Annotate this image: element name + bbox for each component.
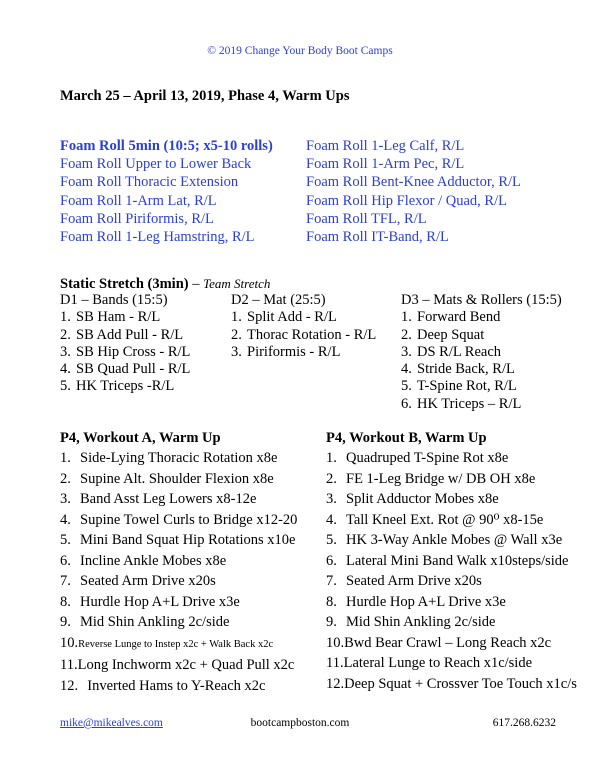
foam-roll-item: Foam Roll Thoracic Extension: [60, 174, 239, 191]
list-item: 5. Mini Band Squat Hip Rotations x10e: [60, 532, 296, 548]
d3-mats-rollers-list: [401, 292, 562, 413]
list-item: 2. Thorac Rotation - R/L: [231, 326, 377, 343]
list-item: 2. Supine Alt. Shoulder Flexion x8e: [60, 470, 274, 487]
list-item: 4. Tall Kneel Ext. Rot @ 90⁰ x8-15e: [326, 511, 544, 528]
list-item: 5. HK Triceps -R/L: [60, 378, 175, 395]
list-item: 1. Forward Bend: [401, 309, 501, 326]
list-item: 9. Mid Shin Ankling 2c/side: [326, 614, 496, 630]
list-item: 2. SB Add Pull - R/L: [60, 326, 184, 343]
list-item: 3. SB Hip Cross - R/L: [60, 343, 191, 360]
list-item: 1. SB Ham - R/L: [60, 309, 161, 326]
copyright-line: © 2019 Change Your Body Boot Camps: [207, 45, 393, 57]
foam-roll-item: Foam Roll 5min (10:5; x5-10 rolls): [60, 138, 273, 154]
foam-roll-item: Foam Roll TFL, R/L: [306, 210, 427, 227]
foam-roll-list-left: [60, 137, 273, 246]
workout-b-title: P4, Workout B, Warm Up: [326, 430, 487, 446]
footer-phone: 617.268.6232: [492, 717, 556, 729]
list-item: 8. Hurdle Hop A+L Drive x3e: [60, 593, 240, 610]
footer-email-link[interactable]: mike@mikealves.com: [60, 717, 163, 729]
page-title: March 25 – April 13, 2019, Phase 4, Warm Ups: [60, 88, 350, 104]
list-item: 5. T-Spine Rot, R/L: [401, 378, 517, 395]
d3-title: D3 – Mats & Rollers (15:5): [401, 292, 562, 308]
d2-title: D2 – Mat (25:5): [231, 292, 326, 308]
list-item: 12.Deep Squat + Crossver Toe Touch x1c/s: [326, 675, 577, 692]
d1-bands-list: [60, 292, 190, 396]
foam-roll-list-right: [306, 137, 521, 246]
list-item: 6. Incline Ankle Mobes x8e: [60, 552, 227, 569]
static-stretch-dash: –: [188, 276, 204, 292]
list-item: 3. Piriformis - R/L: [231, 343, 341, 360]
list-item: 9. Mid Shin Ankling 2c/side: [60, 614, 230, 630]
list-item: 3. Split Adductor Mobes x8e: [326, 491, 499, 507]
list-item: 10.Bwd Bear Crawl – Long Reach x2c: [326, 634, 552, 651]
list-item: 11.Lateral Lunge to Reach x1c/side: [326, 655, 533, 671]
foam-roll-item: Foam Roll Hip Flexor / Quad, R/L: [306, 192, 507, 209]
list-item: 4. SB Quad Pull - R/L: [60, 361, 191, 378]
list-item: 2. FE 1-Leg Bridge w/ DB OH x8e: [326, 470, 536, 487]
foam-roll-item: Foam Roll 1-Arm Pec, R/L: [306, 156, 465, 173]
foam-roll-item: Foam Roll IT-Band, R/L: [306, 229, 449, 246]
list-item: 6. HK Triceps – R/L: [401, 395, 522, 412]
list-item: 11.Long Inchworm x2c + Quad Pull x2c: [60, 657, 295, 673]
list-item: 1. Quadruped T-Spine Rot x8e: [326, 450, 509, 466]
foam-roll-item: Foam Roll 1-Arm Lat, R/L: [60, 192, 217, 209]
list-item: 12. Inverted Hams to Y-Reach x2c: [60, 677, 266, 694]
list-item: 7. Seated Arm Drive x20s: [60, 573, 216, 589]
list-item: 5. HK 3-Way Ankle Mobes @ Wall x3e: [326, 532, 563, 548]
list-item: 3. Band Asst Leg Lowers x8-12e: [60, 491, 257, 507]
list-item: 4. Stride Back, R/L: [401, 361, 515, 378]
static-stretch-header: [60, 275, 270, 293]
foam-roll-item: Foam Roll 1-Leg Hamstring, R/L: [60, 229, 255, 246]
list-item: 6. Lateral Mini Band Walk x10steps/side: [326, 552, 569, 569]
list-item: 2. Deep Squat: [401, 326, 485, 343]
workout-b-list: [326, 448, 577, 694]
workout-a-list: [60, 448, 297, 696]
workout-a-title: P4, Workout A, Warm Up: [60, 430, 221, 446]
list-item: 1. Split Add - R/L: [231, 309, 337, 326]
list-item: 7. Seated Arm Drive x20s: [326, 573, 482, 589]
foam-roll-item: Foam Roll 1-Leg Calf, R/L: [306, 138, 465, 154]
list-item: 8. Hurdle Hop A+L Drive x3e: [326, 593, 506, 610]
static-stretch-subtitle: Team Stretch: [203, 276, 271, 291]
list-item: 4. Supine Towel Curls to Bridge x12-20: [60, 511, 298, 528]
list-item: 3. DS R/L Reach: [401, 343, 502, 360]
foam-roll-item: Foam Roll Bent-Knee Adductor, R/L: [306, 174, 521, 191]
static-stretch-title: Static Stretch (3min): [60, 276, 189, 292]
d1-title: D1 – Bands (15:5): [60, 292, 168, 308]
foam-roll-item: Foam Roll Upper to Lower Back: [60, 156, 252, 173]
list-item: 10.Reverse Lunge to Instep x2c + Walk Back x2c: [60, 634, 274, 651]
foam-roll-item: Foam Roll Piriformis, R/L: [60, 210, 214, 227]
d2-mat-list: [231, 292, 376, 361]
list-item: 1. Side-Lying Thoracic Rotation x8e: [60, 450, 278, 466]
footer-website: bootcampboston.com: [250, 717, 350, 729]
